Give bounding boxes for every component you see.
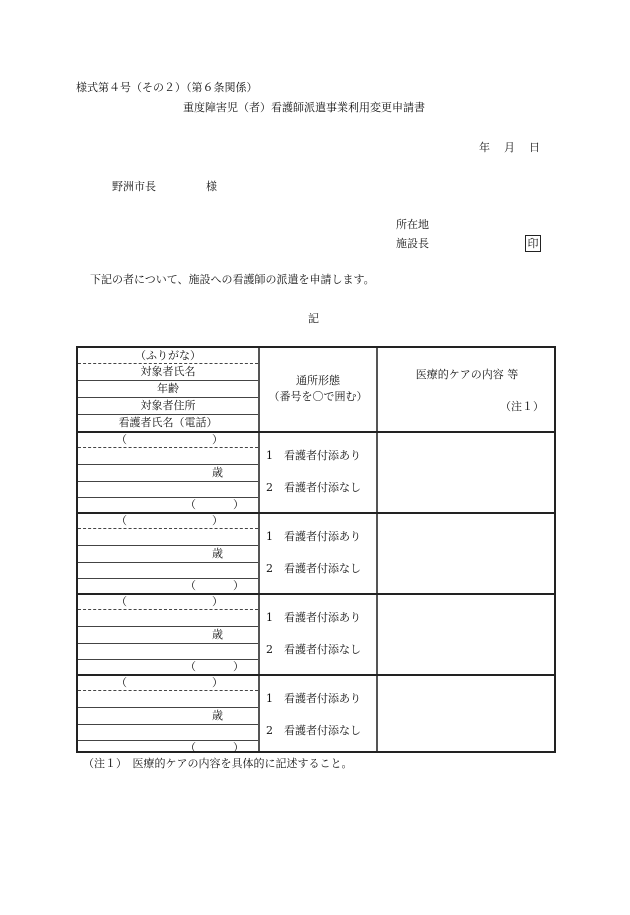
row-divider — [78, 578, 258, 579]
row-divider — [78, 545, 258, 546]
option-with-guardian[interactable]: 1 看護者付添あり — [266, 530, 361, 543]
ki-label: 記 — [308, 312, 319, 325]
header-furigana: （ふりがな） — [135, 349, 201, 362]
row-divider — [78, 659, 258, 660]
furigana-open-paren: （ — [116, 514, 127, 527]
addressee-name: 野洲市長 — [112, 180, 156, 193]
date-month-label: 月 — [504, 141, 515, 154]
address-field[interactable] — [78, 482, 258, 497]
header-address: 対象者住所 — [140, 399, 196, 412]
applicant-table — [76, 346, 556, 753]
furigana-close-paren: ） — [212, 433, 223, 446]
option-with-guardian[interactable]: 1 看護者付添あり — [266, 692, 361, 705]
applicant-entry — [78, 675, 554, 756]
row-divider — [78, 707, 258, 708]
phone-close-paren: ） — [233, 579, 244, 592]
date-day-label: 日 — [529, 141, 540, 154]
date-year-label: 年 — [479, 141, 490, 154]
phone-open-paren: （ — [185, 579, 196, 592]
applicant-entry — [78, 594, 554, 675]
form-number: 様式第４号（その２）（第６条関係） — [76, 81, 258, 94]
document-title: 重度障害児（者）看護師派遣事業利用変更申請書 — [183, 101, 425, 114]
phone-close-paren: ） — [233, 660, 244, 673]
age-unit: 歳 — [212, 466, 223, 479]
option-without-guardian[interactable]: 2 看護者付添なし — [266, 724, 361, 737]
applicant-entry — [78, 432, 554, 513]
name-field[interactable] — [78, 610, 258, 626]
age-unit: 歳 — [212, 709, 223, 722]
phone-close-paren: ） — [233, 498, 244, 511]
seal-mark: 印 — [525, 235, 541, 252]
option-without-guardian[interactable]: 2 看護者付添なし — [266, 481, 361, 494]
name-field[interactable] — [78, 529, 258, 545]
director-label: 施設長 — [396, 237, 429, 250]
phone-close-paren: ） — [233, 741, 244, 754]
furigana-open-paren: （ — [116, 595, 127, 608]
address-field[interactable] — [78, 725, 258, 740]
age-unit: 歳 — [212, 547, 223, 560]
header-care-note: （注１） — [500, 400, 544, 413]
care-details-field[interactable] — [378, 675, 556, 755]
header-guardian: 看護者氏名（電話） — [118, 416, 218, 429]
addressee-honorific: 様 — [206, 180, 217, 193]
name-field[interactable] — [78, 691, 258, 707]
address-label: 所在地 — [396, 218, 429, 231]
name-field[interactable] — [78, 448, 258, 464]
phone-open-paren: （ — [185, 741, 196, 754]
address-field[interactable] — [78, 644, 258, 659]
furigana-open-paren: （ — [116, 433, 127, 446]
furigana-close-paren: ） — [212, 595, 223, 608]
header-name: 対象者氏名 — [140, 365, 196, 378]
header-attendance-type: 通所形態 — [296, 374, 340, 387]
footnote: （注１） 医療的ケアの内容を具体的に記述すること。 — [83, 757, 353, 770]
applicant-entry — [78, 513, 554, 594]
care-details-field[interactable] — [378, 432, 556, 512]
row-divider — [78, 497, 258, 498]
header-age: 年齢 — [157, 382, 179, 395]
address-field[interactable] — [78, 563, 258, 578]
header-care: 医療的ケアの内容 等 — [415, 368, 519, 381]
header-attendance-note: （番号を〇で囲む） — [268, 390, 368, 403]
option-with-guardian[interactable]: 1 看護者付添あり — [266, 449, 361, 462]
option-with-guardian[interactable]: 1 看護者付添あり — [266, 611, 361, 624]
age-unit: 歳 — [212, 628, 223, 641]
row-divider — [78, 464, 258, 465]
phone-open-paren: （ — [185, 660, 196, 673]
option-without-guardian[interactable]: 2 看護者付添なし — [266, 562, 361, 575]
care-details-field[interactable] — [378, 594, 556, 674]
row-divider — [78, 740, 258, 741]
care-details-field[interactable] — [378, 513, 556, 593]
option-without-guardian[interactable]: 2 看護者付添なし — [266, 643, 361, 656]
phone-open-paren: （ — [185, 498, 196, 511]
row-divider — [78, 626, 258, 627]
furigana-close-paren: ） — [212, 676, 223, 689]
furigana-close-paren: ） — [212, 514, 223, 527]
furigana-open-paren: （ — [116, 676, 127, 689]
statement: 下記の者について、施設への看護師の派遣を申請します。 — [90, 273, 375, 286]
